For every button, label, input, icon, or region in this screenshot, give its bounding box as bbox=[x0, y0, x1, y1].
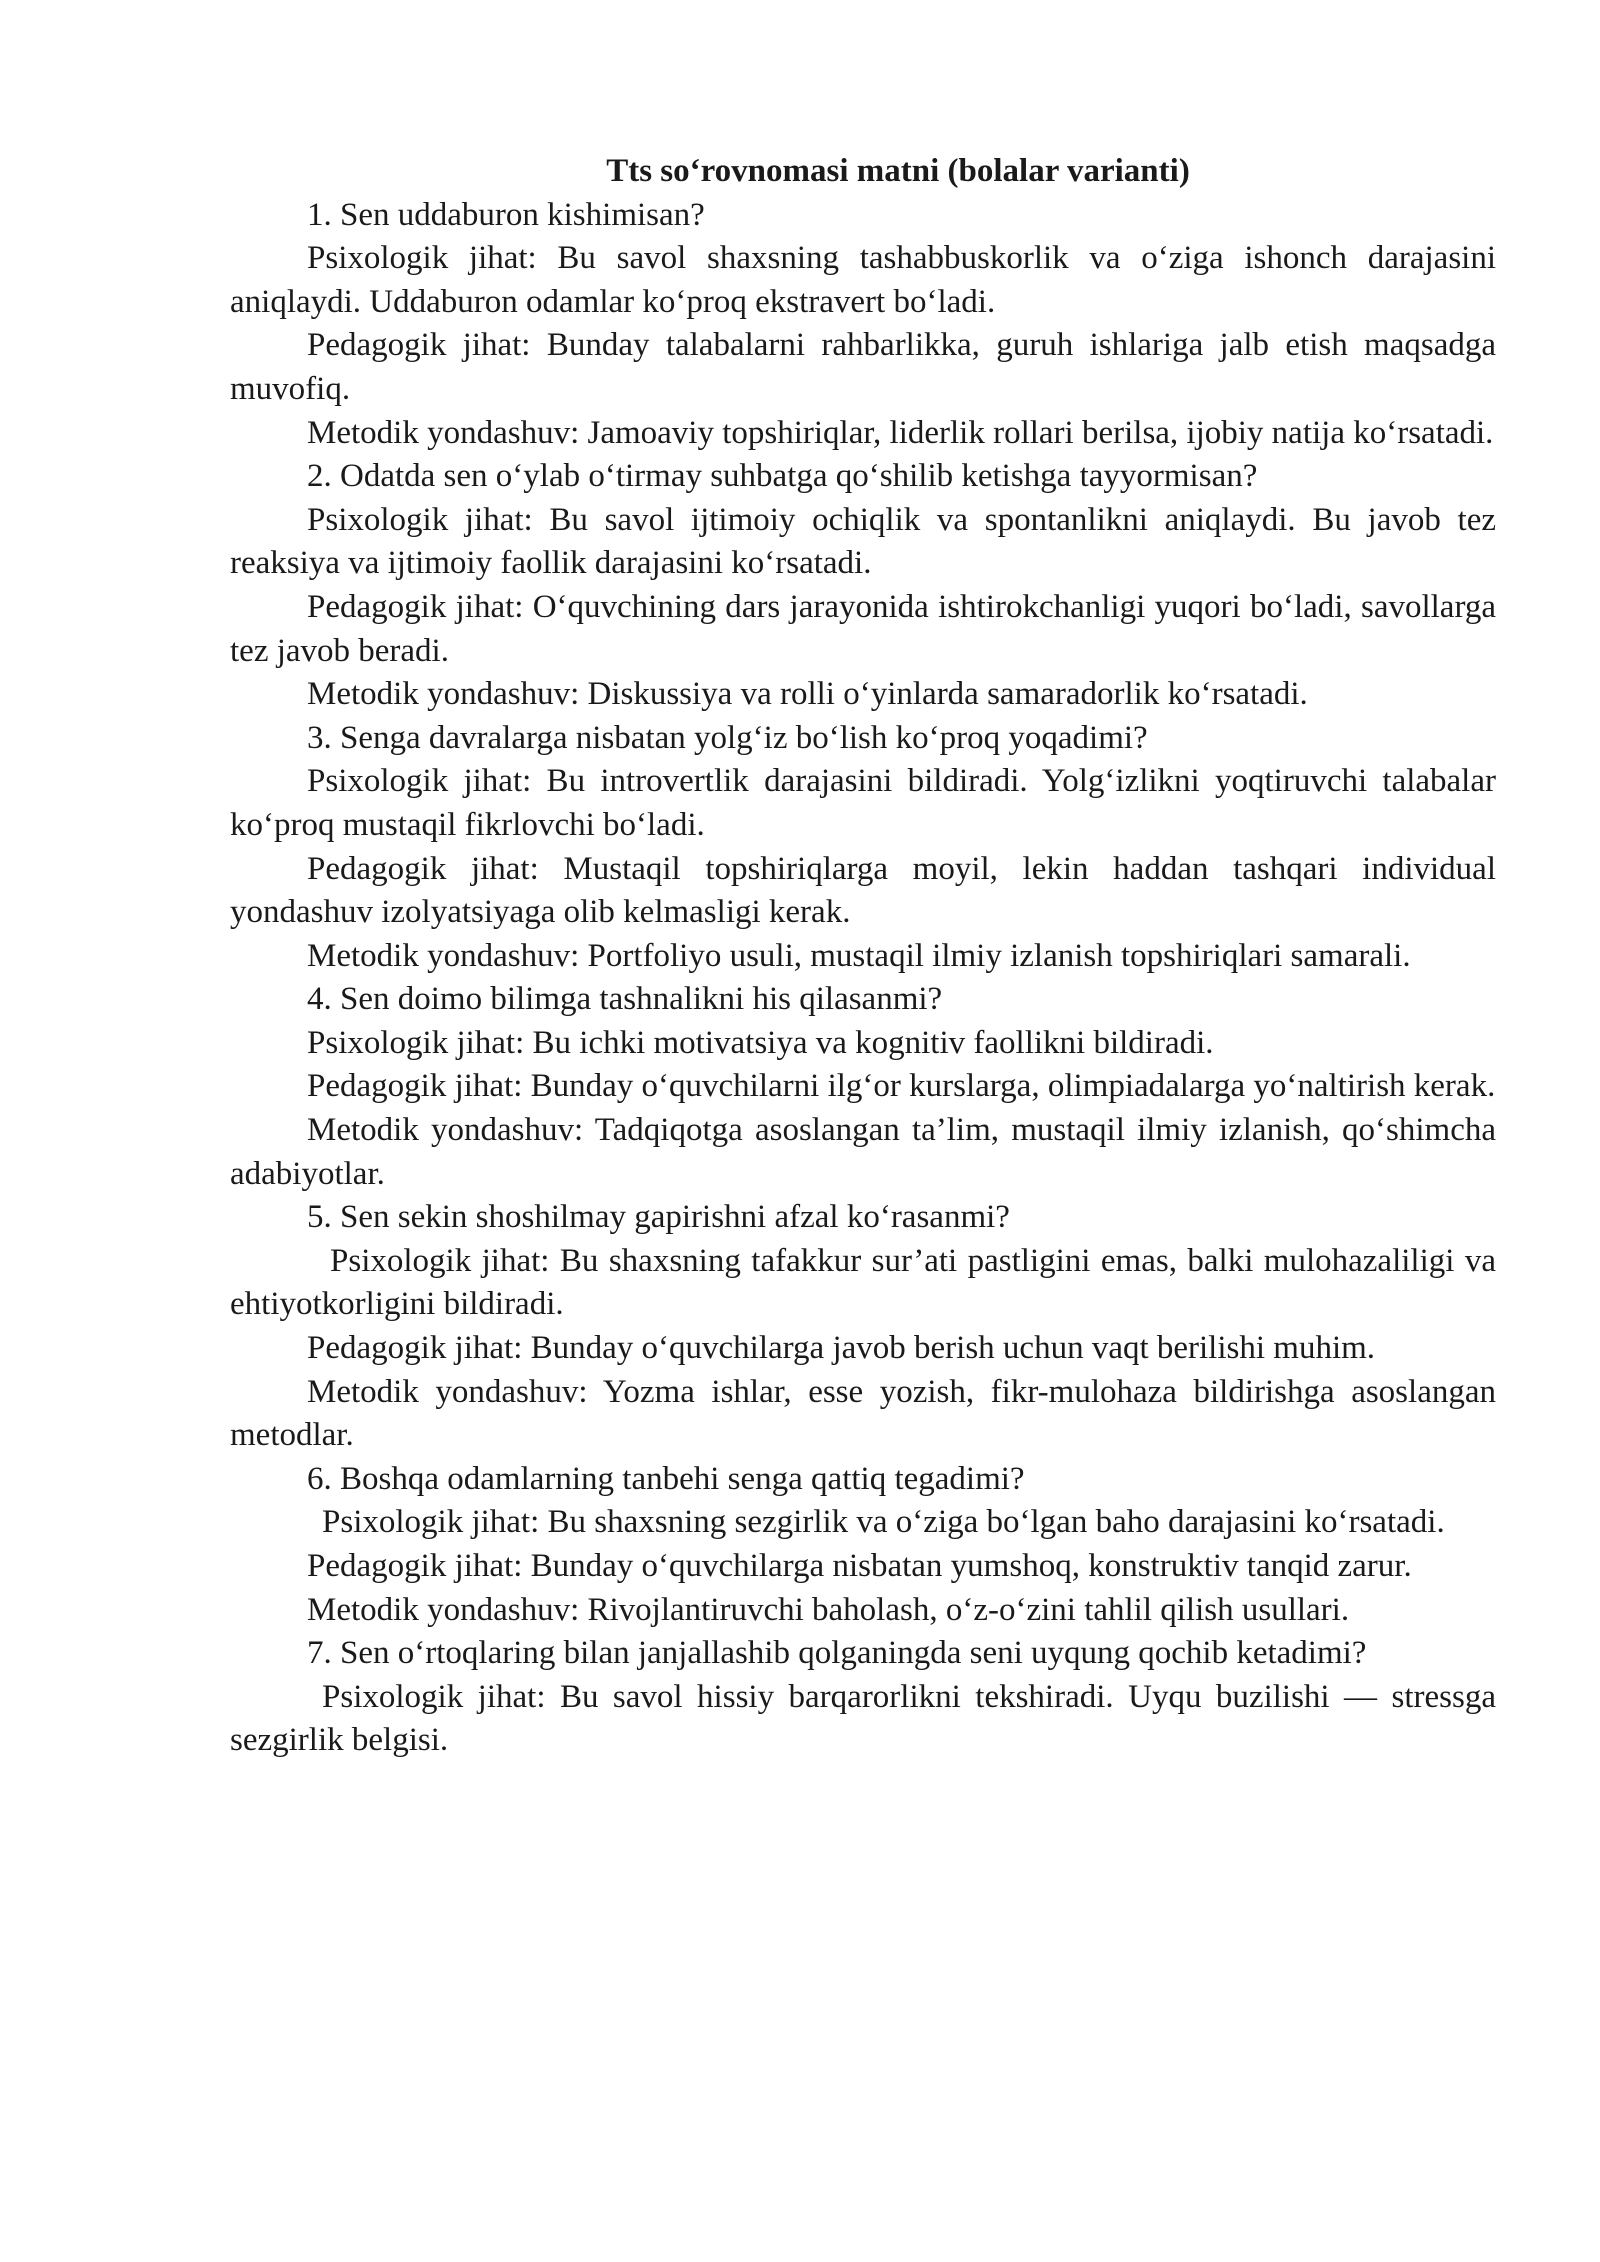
question-1: 1. Sen uddaburon kishimisan? bbox=[307, 196, 705, 233]
psychological-aspect: Psixologik jihat: Bu savol hissiy barqarorlikni tekshiradi. Uyqu buzilishi — stressga sezgirlik belgisi. bbox=[230, 1678, 1496, 1759]
document-body bbox=[230, 150, 1496, 1763]
pedagogical-aspect: Pedagogik jihat: O‘quvchining dars jarayonida ishtirokchanligi yuqori bo‘ladi, savollarga tez javob beradi. bbox=[230, 588, 1496, 669]
psychological-aspect: Psixologik jihat: Bu savol ijtimoiy ochiqlik va spontanlikni aniqlaydi. Bu javob tez reaksiya va ijtimoiy faollik darajasini ko‘rsatadi. bbox=[230, 501, 1496, 582]
psychological-aspect: Psixologik jihat: Bu shaxsning sezgirlik va o‘ziga bo‘lgan baho darajasini ko‘rsatadi. bbox=[322, 1504, 1445, 1541]
question-4: 4. Sen doimo bilimga tashnalikni his qilasanmi? bbox=[307, 981, 943, 1018]
question-6: 6. Boshqa odamlarning tanbehi senga qattiq tegadimi? bbox=[307, 1460, 1025, 1497]
methodical-approach: Metodik yondashuv: Tadqiqotga asoslangan ta’lim, mustaqil ilmiy izlanish, qo‘shimcha adabiyotlar. bbox=[230, 1112, 1496, 1192]
psychological-aspect: Psixologik jihat: Bu shaxsning tafakkur sur’ati pastligini emas, balki mulohazaliligi va ehtiyotkorligini bildiradi. bbox=[230, 1242, 1496, 1323]
question-7: 7. Sen o‘rtoqlaring bilan janjallashib qolganingda seni uyqung qochib ketadimi? bbox=[307, 1635, 1367, 1672]
psychological-aspect: Psixologik jihat: Bu savol shaxsning tashabbuskorlik va o‘ziga ishonch darajasini aniqlaydi. Uddaburon odamlar ko‘proq ekstravert bo‘ladi. bbox=[230, 240, 1496, 320]
methodical-approach: Metodik yondashuv: Rivojlantiruvchi baholash, o‘z-o‘zini tahlil qilish usullari. bbox=[307, 1591, 1350, 1628]
methodical-approach: Metodik yondashuv: Jamoaviy topshiriqlar, liderlik rollari berilsa, ijobiy natija ko‘rsatadi. bbox=[307, 414, 1494, 451]
pedagogical-aspect: Pedagogik jihat: Bunday o‘quvchilarni ilg‘or kurslarga, olimpiadalarga yo‘naltirish kerak. bbox=[307, 1068, 1496, 1105]
question-3: 3. Senga davralarga nisbatan yolg‘iz bo‘lish ko‘proq yoqadimi? bbox=[307, 719, 1148, 756]
pedagogical-aspect: Pedagogik jihat: Bunday talabalarni rahbarlikka, guruh ishlariga jalb etish maqsadga muvofiq. bbox=[230, 327, 1496, 407]
question-2: 2. Odatda sen o‘ylab o‘tirmay suhbatga qo‘shilib ketishga tayyormisan? bbox=[307, 458, 1258, 495]
psychological-aspect: Psixologik jihat: Bu ichki motivatsiya va kognitiv faollikni bildiradi. bbox=[307, 1024, 1214, 1061]
methodical-approach: Metodik yondashuv: Portfoliyo usuli, mustaqil ilmiy izlanish topshiriqlari samarali. bbox=[307, 937, 1411, 974]
methodical-approach: Metodik yondashuv: Yozma ishlar, esse yozish, fikr-mulohaza bildirishga asoslangan metodlar. bbox=[230, 1373, 1496, 1454]
pedagogical-aspect: Pedagogik jihat: Bunday o‘quvchilarga javob berish uchun vaqt berilishi muhim. bbox=[307, 1330, 1376, 1367]
question-5: 5. Sen sekin shoshilmay gapirishni afzal ko‘rasanmi? bbox=[307, 1199, 1010, 1236]
document-title: Tts so‘rovnomasi matni (bolalar varianti) bbox=[606, 153, 1190, 189]
psychological-aspect: Psixologik jihat: Bu introvertlik darajasini bildiradi. Yolg‘izlikni yoqtiruvchi talabalar ko‘proq mustaqil fikrlovchi bo‘ladi. bbox=[230, 763, 1496, 843]
pedagogical-aspect: Pedagogik jihat: Bunday o‘quvchilarga nisbatan yumshoq, konstruktiv tanqid zarur. bbox=[307, 1548, 1412, 1584]
methodical-approach: Metodik yondashuv: Diskussiya va rolli o‘yinlarda samaradorlik ko‘rsatadi. bbox=[307, 676, 1308, 713]
pedagogical-aspect: Pedagogik jihat: Mustaqil topshiriqlarga moyil, lekin haddan tashqari individual yondashuv izolyatsiyaga olib kelmasligi kerak. bbox=[230, 850, 1496, 931]
